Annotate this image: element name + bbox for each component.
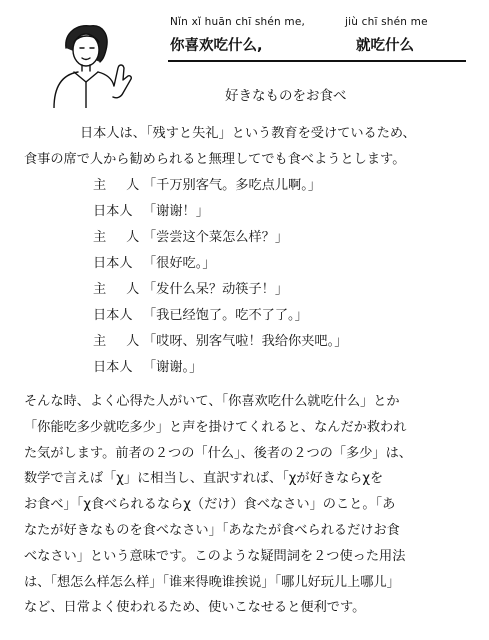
- paragraph-line: た気がします。前者の２つの「什么」、後者の２つの「多少」は、: [24, 445, 412, 461]
- dialog-speaker: 日本人: [93, 256, 133, 271]
- paragraph-line: など、日常よく使われるため、使いこなせると便利です。: [24, 600, 366, 616]
- dialog-speaker: 主人: [93, 282, 160, 297]
- dialog-line: 「千万别客气。多吃点儿啊。」: [143, 178, 322, 193]
- paragraph-line: 「你能吃多少就吃多少」と声を掛けてくれると、なんだか救われ: [24, 419, 407, 435]
- dialog-line: 「哎呀、别客气啦！我给你夹吧。」: [143, 334, 348, 349]
- dialog-line: 「很好吃。」: [143, 256, 216, 271]
- closing-paragraph: [24, 389, 464, 621]
- paragraph-line: 食事の席で人から勧められると無理してでも食べようとします。: [24, 151, 406, 167]
- dialog-row: [93, 278, 288, 298]
- paragraph-line: 日本人は、「残すと失礼」という教育を受けているため、: [80, 126, 416, 141]
- dialog-speaker: 主人: [93, 230, 160, 245]
- dialog-line: 「尝尝这个菜怎么样？」: [143, 230, 289, 245]
- paragraph-line: べなさい」という意味です。このような疑問詞を２つ使った用法: [24, 548, 406, 564]
- paragraph-line: なたが好きなものを食べなさい」「あなたが食べられるだけお食: [24, 522, 400, 538]
- chinese-title-part-2: 就吃什么: [356, 38, 414, 54]
- chinese-title-part-1: 你喜欢吃什么,: [170, 38, 263, 54]
- pinyin-part-2: jiù chī shén me: [345, 16, 428, 28]
- dialog-row: [93, 200, 209, 220]
- dialog-row: [93, 174, 321, 194]
- dialog-line: 「谢谢。」: [143, 360, 203, 375]
- dialog-line: 「谢谢！」: [143, 204, 209, 219]
- dialog-line: 「我已经饱了。吃不了了。」: [143, 308, 308, 323]
- dialog-speaker: 日本人: [93, 360, 133, 375]
- dialog-row: [93, 252, 216, 272]
- dialog-speaker: 日本人: [93, 308, 133, 323]
- paragraph-line: そんな時、よく心得た人がいて、「你喜欢吃什么就吃什么」とか: [24, 394, 400, 409]
- pinyin-part-1: Nǐn xǐ huān chī shén me,: [170, 16, 306, 28]
- dialog-speaker: 主人: [93, 334, 160, 349]
- chinese-title: [170, 34, 470, 55]
- dialog-speaker: 主人: [93, 178, 160, 193]
- intro-paragraph: [24, 121, 464, 173]
- dialog-row: [93, 330, 347, 350]
- pinyin-line: [170, 16, 470, 28]
- dialog-row: [93, 226, 288, 246]
- dialog-line: 「发什么呆？动筷子！」: [143, 282, 289, 297]
- japanese-title: 好きなものをお食べ: [225, 88, 347, 104]
- dialog-row: [93, 356, 202, 376]
- paragraph-line: は、「想怎么样怎么样」「谁来得晚谁挨说」「哪儿好玩儿上哪儿」: [24, 574, 400, 590]
- paragraph-line: 数学で言えば「χ」に相当し、直訳すれば、「χが好きならχを: [24, 471, 384, 487]
- dialog-row: [93, 304, 308, 324]
- paragraph-line: お食べ」「χ食べられるならχ（だけ）食べなさい」のこと。「あ: [24, 497, 396, 513]
- title-underline: [168, 60, 466, 62]
- dialog-speaker: 日本人: [93, 204, 133, 219]
- woman-illustration: [44, 20, 136, 108]
